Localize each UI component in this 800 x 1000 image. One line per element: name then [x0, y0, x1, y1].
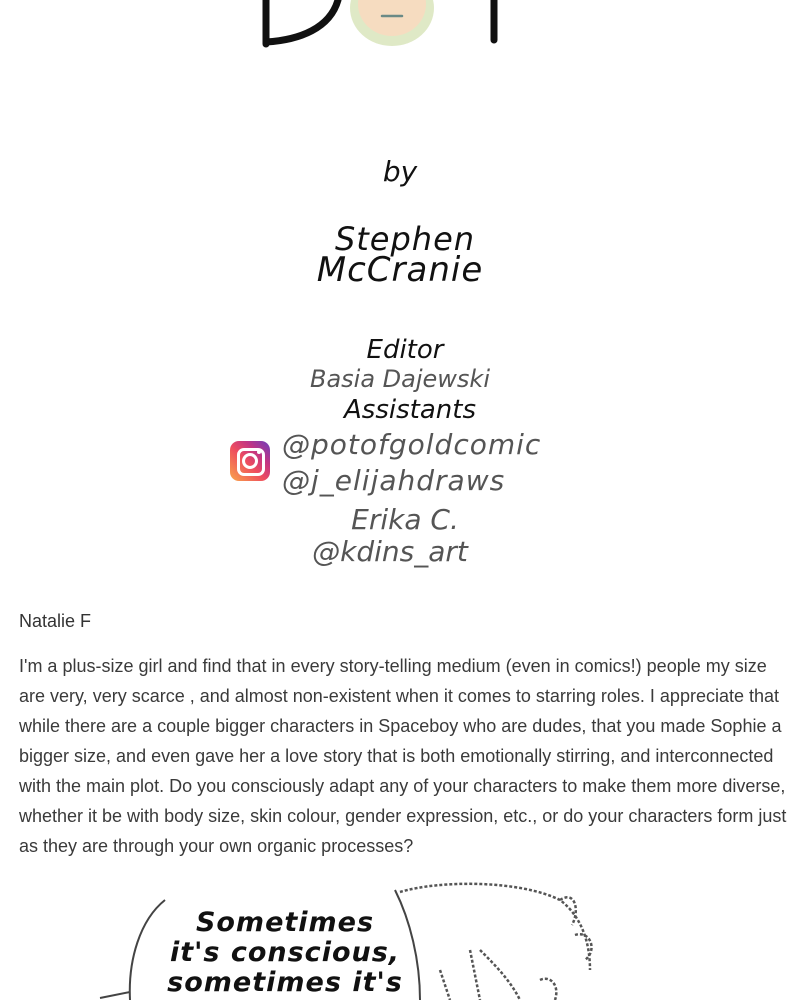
- question-asker: Natalie F: [19, 611, 92, 631]
- speech-line-3: sometimes it's: [167, 967, 403, 998]
- instagram-icon[interactable]: [230, 441, 270, 481]
- question-text: I'm a plus-size girl and find that in every story-telling medium (even in comics!) people my size are very, very scarce , and almost non-existent when it comes to starring roles. I appreciate that while there are a couple bigger characters in Spaceboy who are dudes, that you made Sophie a bigger size, and even gave her a love story that is both emotionally stirring, and interconnected with the main plot. Do you consciously adapt any of your characters to make them more diverse, whether it be with body size, skin colour, gender expression, etc., or do your characters form just as they are through your own organic processes?: [19, 656, 787, 856]
- editor-name: Basia Dajewski: [310, 365, 490, 393]
- instagram-handle-1[interactable]: @potofgoldcomic: [282, 428, 542, 461]
- assistant-handle[interactable]: @kdins_art: [312, 535, 468, 568]
- author-first-name: Stephen: [334, 220, 476, 258]
- comic-logo-fragment: [0, 0, 800, 60]
- speech-line-2: it's conscious,: [169, 937, 401, 968]
- speech-bubble-text: [150, 908, 420, 998]
- instagram-handle-2[interactable]: @j_elijahdraws: [282, 464, 506, 497]
- by-label: by: [382, 155, 418, 188]
- assistant-name: Erika C.: [351, 503, 459, 536]
- author-last-name: McCranie: [316, 250, 484, 290]
- logo-art: [0, 0, 800, 60]
- assistants-label: Assistants: [344, 395, 476, 425]
- speech-line-1: Sometimes: [195, 907, 375, 938]
- editor-label: Editor: [366, 335, 444, 365]
